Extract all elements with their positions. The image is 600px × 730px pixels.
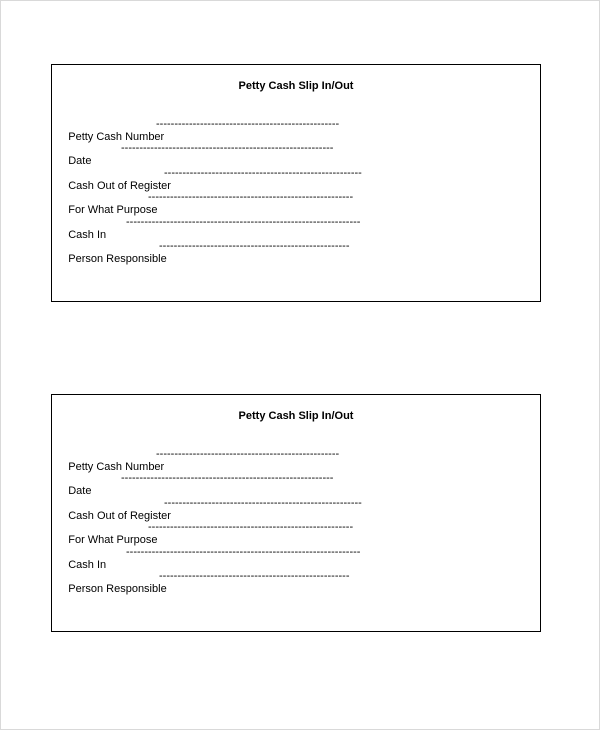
field-label: Person Responsible (68, 253, 167, 265)
field-label: Cash Out of Register (68, 180, 171, 192)
fill-line: ---------------------------------------------------------- (121, 142, 334, 154)
field-label: Cash In (68, 229, 107, 241)
field-person-responsible (56, 240, 350, 292)
field-label: Date (68, 485, 92, 497)
field-label: Petty Cash Number (68, 461, 165, 473)
petty-cash-slip (51, 64, 541, 302)
slip-title: Petty Cash Slip In/Out (238, 410, 354, 422)
field-label: Cash In (68, 559, 107, 571)
petty-cash-slip (51, 394, 541, 632)
fill-line: ---------------------------------------------------------------- (126, 546, 361, 558)
field-label: Cash Out of Register (68, 510, 171, 522)
fill-line: ---------------------------------------------------------------- (126, 216, 361, 228)
field-label: Petty Cash Number (68, 131, 165, 143)
fill-line: -------------------------------------------------- (156, 118, 340, 130)
fill-line: -------------------------------------------------------- (148, 191, 354, 203)
slip-title: Petty Cash Slip In/Out (238, 80, 354, 92)
fill-line: ---------------------------------------------------------- (121, 472, 334, 484)
fill-line: -------------------------------------------------- (156, 448, 340, 460)
field-label: For What Purpose (68, 534, 158, 546)
field-label: Date (68, 155, 92, 167)
fill-line: ------------------------------------------------------ (164, 497, 362, 509)
field-person-responsible (56, 570, 350, 622)
field-label: Person Responsible (68, 583, 167, 595)
fill-line: ------------------------------------------------------ (164, 167, 362, 179)
fill-line: -------------------------------------------------------- (148, 521, 354, 533)
field-label: For What Purpose (68, 204, 158, 216)
fill-line: ---------------------------------------------------- (159, 240, 350, 252)
fill-line: ---------------------------------------------------- (159, 570, 350, 582)
